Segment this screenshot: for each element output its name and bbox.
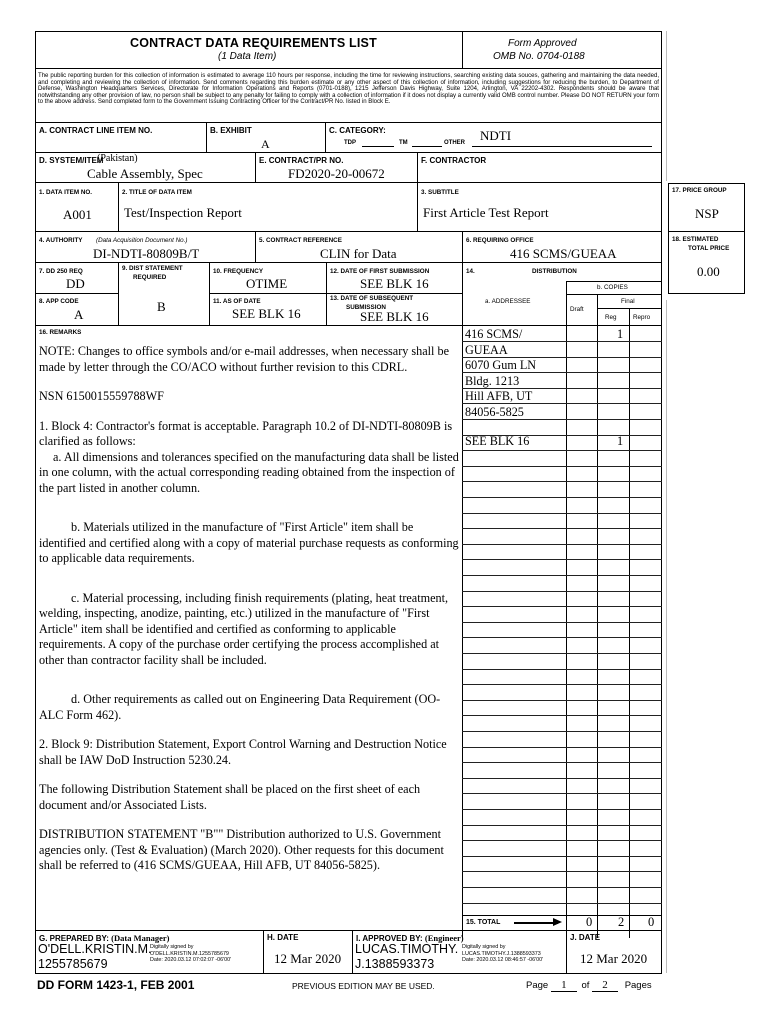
exhibit-value: A (261, 137, 270, 151)
system-item-label: D. SYSTEM/ITEM (39, 156, 104, 165)
addressee-label: a. ADDRESSEE (485, 298, 531, 305)
remark-paragraph: The following Distribution Statement shall be placed on the first sheet of each document and/or Associated Lists. (39, 782, 421, 812)
dist-statement-label-2: REQUIRED (133, 274, 167, 281)
signature-line: Date: 2020.03.12 07:02:07 -06'00' (150, 957, 232, 963)
draft-label: Draft (570, 306, 584, 313)
distribution-row-rule (462, 825, 662, 826)
dist-statement-label: 9. DIST STATEMENT (122, 265, 183, 272)
subsequent-submission-label-2: SUBMISSION (346, 304, 386, 311)
distribution-row-rule (462, 497, 662, 498)
repro-label: Repro (633, 314, 651, 321)
dd250-label: 7. DD 250 REQ (39, 268, 83, 275)
signature-line: Date: 2020.03.12 08:46:57 -06'00' (462, 957, 544, 963)
price-group-label: 17. PRICE GROUP (672, 187, 727, 194)
authority-label: 4. AUTHORITY (39, 237, 83, 244)
page-number: 1 (551, 979, 577, 992)
page-indicator (526, 979, 652, 992)
total-draft: 0 (586, 915, 593, 929)
approved-by-id: J.1388593373 (355, 957, 435, 971)
contract-reference-label: 5. CONTRACT REFERENCE (259, 237, 342, 244)
prepared-by-role: (Data Manager) (111, 933, 170, 943)
remark-paragraph: NSN 6150015559788WF (39, 389, 164, 403)
pages-word: Pages (624, 980, 652, 991)
distribution-row-rule (462, 684, 662, 685)
omb-number: OMB No. 0704-0188 (493, 51, 585, 62)
distribution-label: DISTRIBUTION (532, 268, 577, 275)
exhibit-label: B. EXHIBIT (210, 126, 252, 135)
distribution-row-rule (462, 528, 662, 529)
distribution-row-rule (462, 903, 662, 904)
approved-date-label: J. DATE (570, 933, 601, 942)
dist-statement-value: B (157, 299, 166, 314)
distribution-row-rule (462, 606, 662, 607)
distribution-row-rule (462, 778, 662, 779)
total-repro: 0 (648, 915, 655, 929)
as-of-date-value: SEE BLK 16 (232, 306, 301, 321)
remark-paragraph: 2. Block 9: Distribution Statement, Export Control Warning and Destruction Notice shall be IAW DoD Instruction 5230.24. (39, 737, 447, 767)
authority-value: DI-NDTI-80809B/T (93, 246, 200, 261)
page-total: 2 (592, 979, 618, 992)
contract-pr-label: E. CONTRACT/PR NO. (259, 156, 344, 165)
distribution-row-rule (462, 637, 662, 638)
distribution-row-rule (462, 747, 662, 748)
page-word: Page (526, 980, 549, 991)
frequency-value: OTIME (246, 276, 288, 291)
estimated-price-label-2: TOTAL PRICE (688, 245, 730, 252)
distribution-row-rule (462, 559, 662, 560)
frequency-label: 10. FREQUENCY (213, 268, 264, 275)
approved-by-name: LUCAS.TIMOTHY. (355, 942, 459, 956)
distribution-row-rule (462, 575, 662, 576)
prepared-date-label: H. DATE (267, 933, 299, 942)
signature-line: LUCAS.TIMOTHY.J.1388593373 (462, 950, 541, 957)
subsequent-submission-value: SEE BLK 16 (360, 309, 429, 324)
previous-edition: PREVIOUS EDITION MAY BE USED. (292, 981, 435, 991)
distribution-addressee-2: SEE BLK 16 (465, 434, 530, 448)
distribution-line: Bldg. 1213 (465, 373, 520, 388)
approved-by-label-text: I. APPROVED BY: (356, 934, 423, 943)
total-reg: 2 (618, 915, 625, 929)
remark-paragraph: a. All dimensions and tolerances specified on the manufacturing data shall be listed in one column, with the actual corresponding reading obtained from the inspection of the part listed in another column. (39, 449, 459, 495)
total-label: 15. TOTAL (466, 919, 501, 926)
remarks-label: 16. REMARKS (39, 329, 82, 336)
distribution-row-rule (462, 466, 662, 467)
data-item-title-value: Test/Inspection Report (124, 205, 242, 220)
prepared-by-digital-signature (150, 944, 231, 964)
approved-by-digital-signature (462, 944, 543, 964)
contract-reference-value: CLIN for Data (320, 246, 397, 261)
estimated-price-value: 0.00 (697, 264, 720, 279)
distribution-row-rule (462, 856, 662, 857)
category-label: C. CATEGORY: (329, 126, 386, 135)
signature-line: Digitally signed by (150, 944, 194, 950)
subsequent-submission-label: 13. DATE OF SUBSEQUENT (330, 295, 414, 302)
system-item-note: (Pakistan) (97, 153, 138, 164)
distribution-line: 84056-5825 (465, 404, 524, 419)
data-item-title-label: 2. TITLE OF DATA ITEM (122, 189, 192, 196)
remark-paragraph: c. Material processing, including finish requirements (plating, heat treatment, welding, inspecting, anodize, painting, etc.) utilized in the manufacture of "First Article" item shall be identified and certified as conforming to applicable requirements. A copy of the purchase order certifying the process accomplished at other than contractor facility shall be included. (39, 590, 449, 667)
prepared-by-name: O'DELL.KRISTIN.M. (38, 942, 152, 956)
data-item-no-label: 1. DATA ITEM NO. (39, 189, 93, 196)
distribution-row-rule (462, 871, 662, 872)
distribution-line: GUEAA (465, 342, 508, 357)
distribution-line: 6070 Gum LN (465, 358, 537, 372)
distribution-reg-1: 1 (617, 327, 624, 341)
requiring-office-value: 416 SCMS/GUEAA (510, 246, 617, 261)
contractor-label: F. CONTRACTOR (421, 156, 487, 165)
remark-paragraph: NOTE: Changes to office symbols and/or e-mail addresses, when necessary shall be made by letter through the CO/ACO without further revision to this CDRL. (39, 344, 449, 374)
distribution-row-rule (462, 793, 662, 794)
form-title: CONTRACT DATA REQUIREMENTS LIST (130, 36, 377, 50)
prepared-by-id: 1255785679 (38, 957, 108, 971)
distribution-row-rule (462, 887, 662, 888)
category-tm: TM (399, 140, 408, 146)
price-group-value: NSP (695, 206, 719, 221)
signature-line: O'DELL.KRISTIN.M.1255785679 (150, 950, 229, 957)
app-code-value: A (74, 307, 84, 322)
total-arrow-shaft (514, 922, 558, 924)
distribution-label-num: 14. (466, 268, 475, 275)
as-of-date-label: 11. AS OF DATE (213, 298, 261, 305)
remark-paragraph: d. Other requirements as called out on Engineering Data Requirement (OO-ALC Form 462). (39, 692, 441, 722)
remark-paragraph: DISTRIBUTION STATEMENT "B"" Distribution authorized to U.S. Government agencies only. (Test & Evaluation) (March 2020). Other requests for this document shall be referred to (416 SCMS/GUEAA, Hill AFB, UT 84056-5825). (39, 827, 444, 872)
subtitle-label: 3. SUBTITLE (421, 189, 459, 196)
distribution-row-rule (462, 669, 662, 670)
remark-paragraph: 1. Block 4: Contractor's format is acceptable. Paragraph 10.2 of DI-NDTI-80809B is clarified as follows: (39, 418, 453, 448)
form-subtitle: (1 Data Item) (218, 51, 277, 62)
burden-notice: The public reporting burden for this collection of information is estimated to average 110 hours per response, including the time for reviewing instructions, searching existing data souces, gathering and maintaining the data needed, and completing and reviewing the collection of information. Send comments regarding this burden estimate or any other aspect of this collection of information, including suggestions for reducing the burden, to Department of Defense, Washington Headquarters Services, Directorate for Information Operations and Reports (0701-0188), 1215 Jefferson Davis Highway, Suite 1204, Arlington, VA 22202-4302. Respondents should be aware that notwithstanding any other provision of law, no person shall be subject to any penalty for failing to comply with a collection of information if it does not display a currently valid OMB control number. Please DO NOT RETURN your form to the above address. Send completed form to the Government Issuing Contracting Officer for the Contract/PR No. listed in Block E. (38, 73, 659, 106)
distribution-row-rule (462, 653, 662, 654)
data-item-no-value: A001 (63, 207, 92, 222)
distribution-row-rule (462, 450, 662, 451)
distribution-row-rule (462, 700, 662, 701)
distribution-row-rule (462, 513, 662, 514)
distribution-row-rule (462, 715, 662, 716)
distribution-row-rule (462, 622, 662, 623)
distribution-row-rule (462, 840, 662, 841)
total-arrow-icon (553, 918, 562, 926)
distribution-row-rule (462, 591, 662, 592)
category-other: OTHER (444, 140, 465, 146)
category-value: NDTI (480, 128, 512, 143)
distribution-row-rule (462, 762, 662, 763)
remarks-body (39, 344, 460, 888)
reg-label: Reg (605, 314, 617, 321)
system-item-value: Cable Assembly, Spec (87, 166, 203, 181)
approved-date-value: 12 Mar 2020 (580, 951, 648, 966)
distribution-row-rule (462, 544, 662, 545)
form-approved: Form Approved (508, 38, 577, 49)
requiring-office-label: 6. REQUIRING OFFICE (466, 237, 534, 244)
first-submission-value: SEE BLK 16 (360, 276, 429, 291)
contract-pr-value: FD2020-20-00672 (288, 166, 385, 181)
form-id: DD FORM 1423-1, FEB 2001 (37, 978, 195, 992)
distribution-row-rule (462, 731, 662, 732)
distribution-line: Hill AFB, UT (465, 389, 533, 403)
distribution-line: 416 SCMS/ (465, 327, 523, 341)
distribution-row-rule (462, 481, 662, 482)
subtitle-value: First Article Test Report (423, 205, 549, 220)
distribution-row-rule (462, 809, 662, 810)
distribution-addressee-1 (465, 327, 536, 420)
category-tdp: TDP (344, 140, 356, 146)
estimated-price-label: 18. ESTIMATED (672, 236, 719, 243)
dd250-value: DD (66, 276, 85, 291)
prepared-by-label-text: G. PREPARED BY: (39, 934, 109, 943)
copies-label: b. COPIES (597, 284, 628, 291)
final-label: Final (621, 298, 635, 305)
prepared-date-value: 12 Mar 2020 (274, 951, 342, 966)
distribution-reg-2: 1 (617, 434, 624, 448)
of-word: of (581, 980, 590, 991)
remark-paragraph: b. Materials utilized in the manufacture of "First Article" item shall be identified and certified along with a copy of material purchase requests as conforming to applicable data requirements. (39, 520, 459, 565)
first-submission-label: 12. DATE OF FIRST SUBMISSION (330, 268, 430, 275)
contract-line-item-label: A. CONTRACT LINE ITEM NO. (39, 126, 153, 135)
authority-note: (Data Acquisition Document No.) (96, 237, 188, 244)
signature-line: Digitally signed by (462, 944, 506, 950)
approved-by-role: (Engineer) (424, 933, 464, 943)
app-code-label: 8. APP CODE (39, 298, 79, 305)
